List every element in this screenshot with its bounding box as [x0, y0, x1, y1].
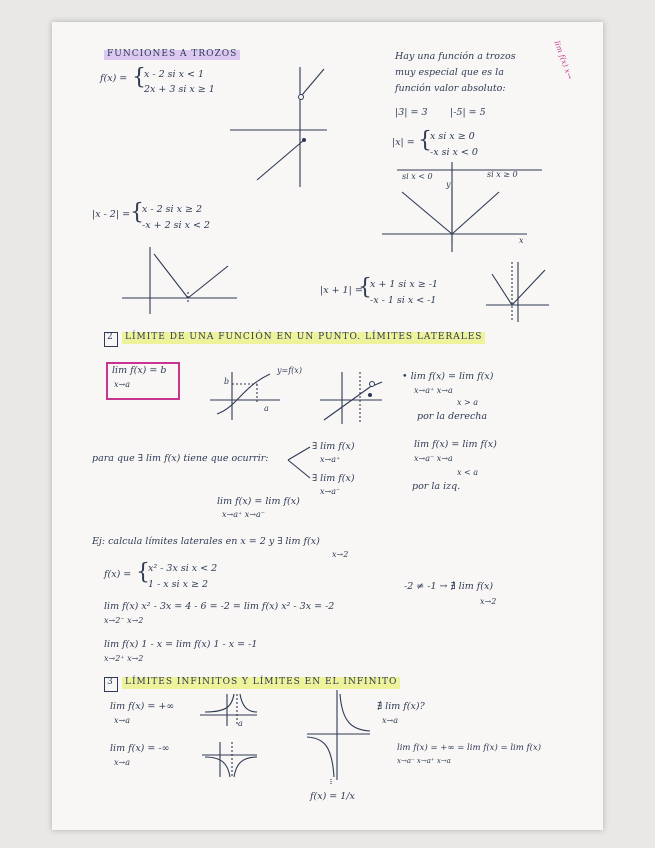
- exercise-statement-sub: x→2: [332, 550, 349, 559]
- section-2-title: LÍMITE DE UNA FUNCIÓN EN UN PUNTO. LÍMITES LATERALES: [122, 332, 485, 344]
- abs-example-1: |3| = 3: [395, 107, 428, 118]
- exercise-statement: Ej: calcula límites laterales en x = 2 y ∃ lim f(x): [92, 536, 320, 547]
- abs-right-label: si x ≥ 0: [487, 170, 518, 179]
- graph-label-b: b: [224, 377, 230, 386]
- right-lim-sub-1: x→a⁺ x→a: [414, 386, 453, 395]
- brace: {: [358, 275, 372, 300]
- exercise-f-row-2: 1 - x si x ≥ 2: [148, 579, 209, 590]
- abs-note-line-1: Hay una función a trozos: [395, 51, 516, 62]
- section-2-number: 2: [107, 332, 114, 342]
- right-lim-sub-3: por la derecha: [417, 411, 488, 422]
- equal-lims-sub: x→a⁺ x→a⁻: [222, 510, 265, 519]
- exists-left: ∃ lim f(x): [312, 473, 355, 484]
- brace: {: [136, 560, 150, 585]
- lim-minus-infinity: lim f(x) = -∞: [110, 743, 170, 754]
- abs1-row-2: -x + 2 si x < 2: [142, 220, 210, 231]
- condition-text: para que ∃ lim f(x) tiene que ocurrir:: [92, 453, 269, 464]
- brace: {: [418, 128, 432, 153]
- abs1-lhs: |x - 2| =: [92, 209, 131, 220]
- abs-left-label: si x < 0: [402, 172, 433, 181]
- corner-note: lim f(x) x→: [552, 39, 575, 81]
- notebook-page: [52, 22, 603, 830]
- abs-axis-x: x: [519, 236, 524, 245]
- left-lim-sub-1: x→a⁻ x→a: [414, 454, 453, 463]
- no-lim: ∄ lim f(x)?: [377, 701, 425, 712]
- exercise-calc-2: lim f(x) 1 - x = lim f(x) 1 - x = -1: [104, 639, 258, 650]
- lim-minus-infinity-sub: x→a: [114, 758, 130, 767]
- f-definition-lhs: f(x) =: [100, 73, 128, 84]
- exists-right: ∃ lim f(x): [312, 441, 355, 452]
- abs-lhs: |x| =: [392, 137, 415, 148]
- abs-example-2: |-5| = 5: [450, 107, 486, 118]
- left-lim-sub-3: por la izq.: [412, 481, 461, 492]
- exercise-conclusion: -2 ≠ -1 → ∄ lim f(x): [404, 581, 494, 592]
- f-row-1: x - 2 si x < 1: [144, 69, 205, 80]
- section-3-title: LÍMITES INFINITOS Y LÍMITES EN EL INFINITO: [122, 677, 400, 689]
- lim-plus-infinity: lim f(x) = +∞: [110, 701, 175, 712]
- f-row-2: 2x + 3 si x ≥ 1: [144, 84, 215, 95]
- exercise-f-lhs: f(x) =: [104, 569, 132, 580]
- section-title-piecewise: FUNCIONES A TROZOS: [104, 50, 240, 60]
- graph-label-a: a: [238, 719, 243, 728]
- abs-note-line-2: muy especial que es la: [395, 67, 504, 78]
- abs-axis-y: y: [446, 180, 451, 189]
- abs-row-1: x si x ≥ 0: [430, 131, 475, 142]
- exercise-calc-1: lim f(x) x² - 3x = 4 - 6 = -2 = lim f(x) x² - 3x = -2: [104, 601, 335, 612]
- left-lim-sub-2: x < a: [457, 468, 479, 477]
- graph-label-yfx: y=f(x): [277, 366, 302, 375]
- exercise-conclusion-sub: x→2: [480, 597, 497, 606]
- left-lim: lim f(x) = lim f(x): [414, 439, 497, 450]
- lim-plus-infinity-sub: x→a: [114, 716, 130, 725]
- abs-note-line-3: función valor absoluto:: [395, 83, 506, 94]
- section-3-number: 3: [107, 677, 114, 687]
- boxed-lim: lim f(x) = b: [112, 365, 167, 376]
- abs2-row-1: x + 1 si x ≥ -1: [370, 279, 438, 290]
- abs-row-2: -x si x < 0: [430, 147, 478, 158]
- function-1-over-x: f(x) = 1/x: [310, 791, 355, 802]
- exists-right-sub: x→a⁺: [320, 455, 341, 464]
- right-lim-sub-2: x > a: [457, 398, 479, 407]
- exercise-f-row-1: x² - 3x si x < 2: [148, 563, 218, 574]
- abs1-row-1: x - 2 si x ≥ 2: [142, 204, 203, 215]
- exercise-calc-2-sub: x→2⁺ x→2: [104, 654, 144, 663]
- graph-label-a: a: [264, 404, 269, 413]
- no-lim-sub: x→a: [382, 716, 398, 725]
- final-lims-sub: x→a⁻ x→a⁺ x→a: [397, 757, 451, 765]
- exercise-calc-1-sub: x→2⁻ x→2: [104, 616, 144, 625]
- abs2-row-2: -x - 1 si x < -1: [370, 295, 437, 306]
- brace: {: [132, 65, 146, 90]
- equal-lims: lim f(x) = lim f(x): [217, 496, 300, 507]
- right-lim: • lim f(x) = lim f(x): [402, 371, 494, 382]
- brace: {: [130, 200, 144, 225]
- final-lims: lim f(x) = +∞ = lim f(x) = lim f(x): [397, 743, 542, 753]
- abs2-lhs: |x + 1| =: [320, 285, 363, 296]
- boxed-lim-sub: x→a: [114, 380, 130, 389]
- exists-left-sub: x→a⁻: [320, 487, 341, 496]
